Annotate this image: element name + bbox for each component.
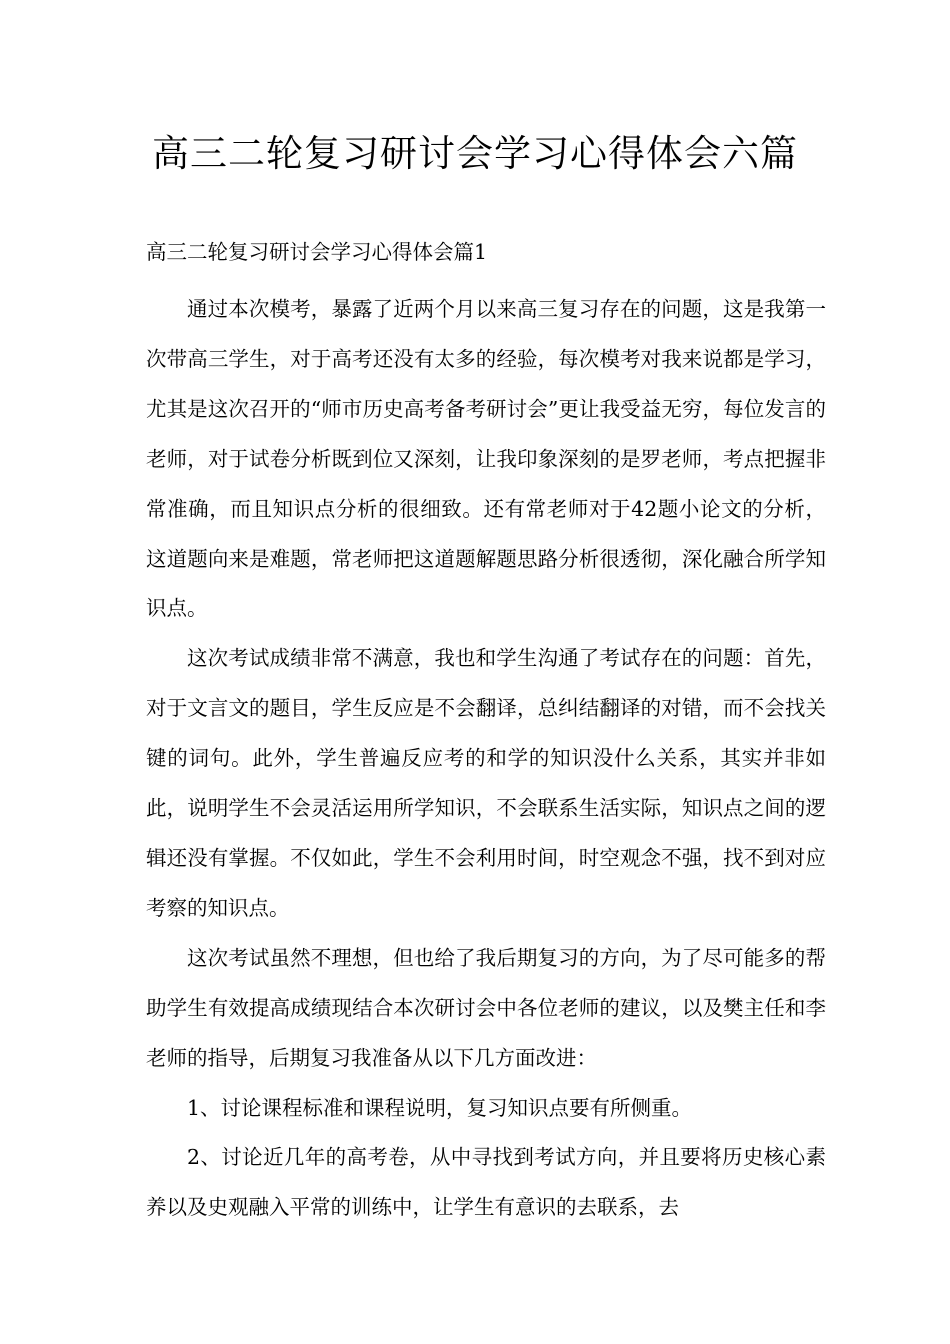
section-heading: 高三二轮复习研讨会学习心得体会篇1 — [146, 240, 488, 264]
paragraph-4: 1、讨论课程标准和课程说明，复习知识点要有所侧重。 — [187, 1095, 693, 1120]
document-body — [146, 285, 826, 1233]
document-title: 高三二轮复习研讨会学习心得体会六篇 — [152, 132, 798, 175]
paragraph-5: 2、讨论近几年的高考卷，从中寻找到考试方向，并且要将历史核心素养以及史观融入平常的训练中，让学生有意识的去联系，去 — [146, 1145, 826, 1220]
paragraph-2: 这次考试成绩非常不满意，我也和学生沟通了考试存在的问题：首先，对于文言文的题目，学生反应是不会翻译，总纠结翻译的对错，而不会找关键的词句。此外，学生普遍反应考的和学的知识没什么关系，其实并非如此，说明学生不会灵活运用所学知识，不会联系生活实际，知识点之间的逻辑还没有掌握。不仅如此，学生不会利用时间，时空观念不强，找不到对应考察的知识点。 — [146, 646, 826, 920]
paragraph-1: 通过本次模考，暴露了近两个月以来高三复习存在的问题，这是我第一次带高三学生，对于高考还没有太多的经验，每次模考对我来说都是学习，尤其是这次召开的“师市历史高考备考研讨会”更让我受益无穷，每位发言的老师，对于试卷分析既到位又深刻，让我印象深刻的是罗老师，考点把握非常准确，而且知识点分析的很细致。还有常老师对于42题小论文的分析，这道题向来是难题，常老师把这道题解题思路分析很透彻，深化融合所学知识点。 — [146, 297, 826, 621]
paragraph-3: 这次考试虽然不理想，但也给了我后期复习的方向，为了尽可能多的帮助学生有效提高成绩现结合本次研讨会中各位老师的建议，以及樊主任和李老师的指导，后期复习我准备从以下几方面改进： — [146, 945, 826, 1070]
